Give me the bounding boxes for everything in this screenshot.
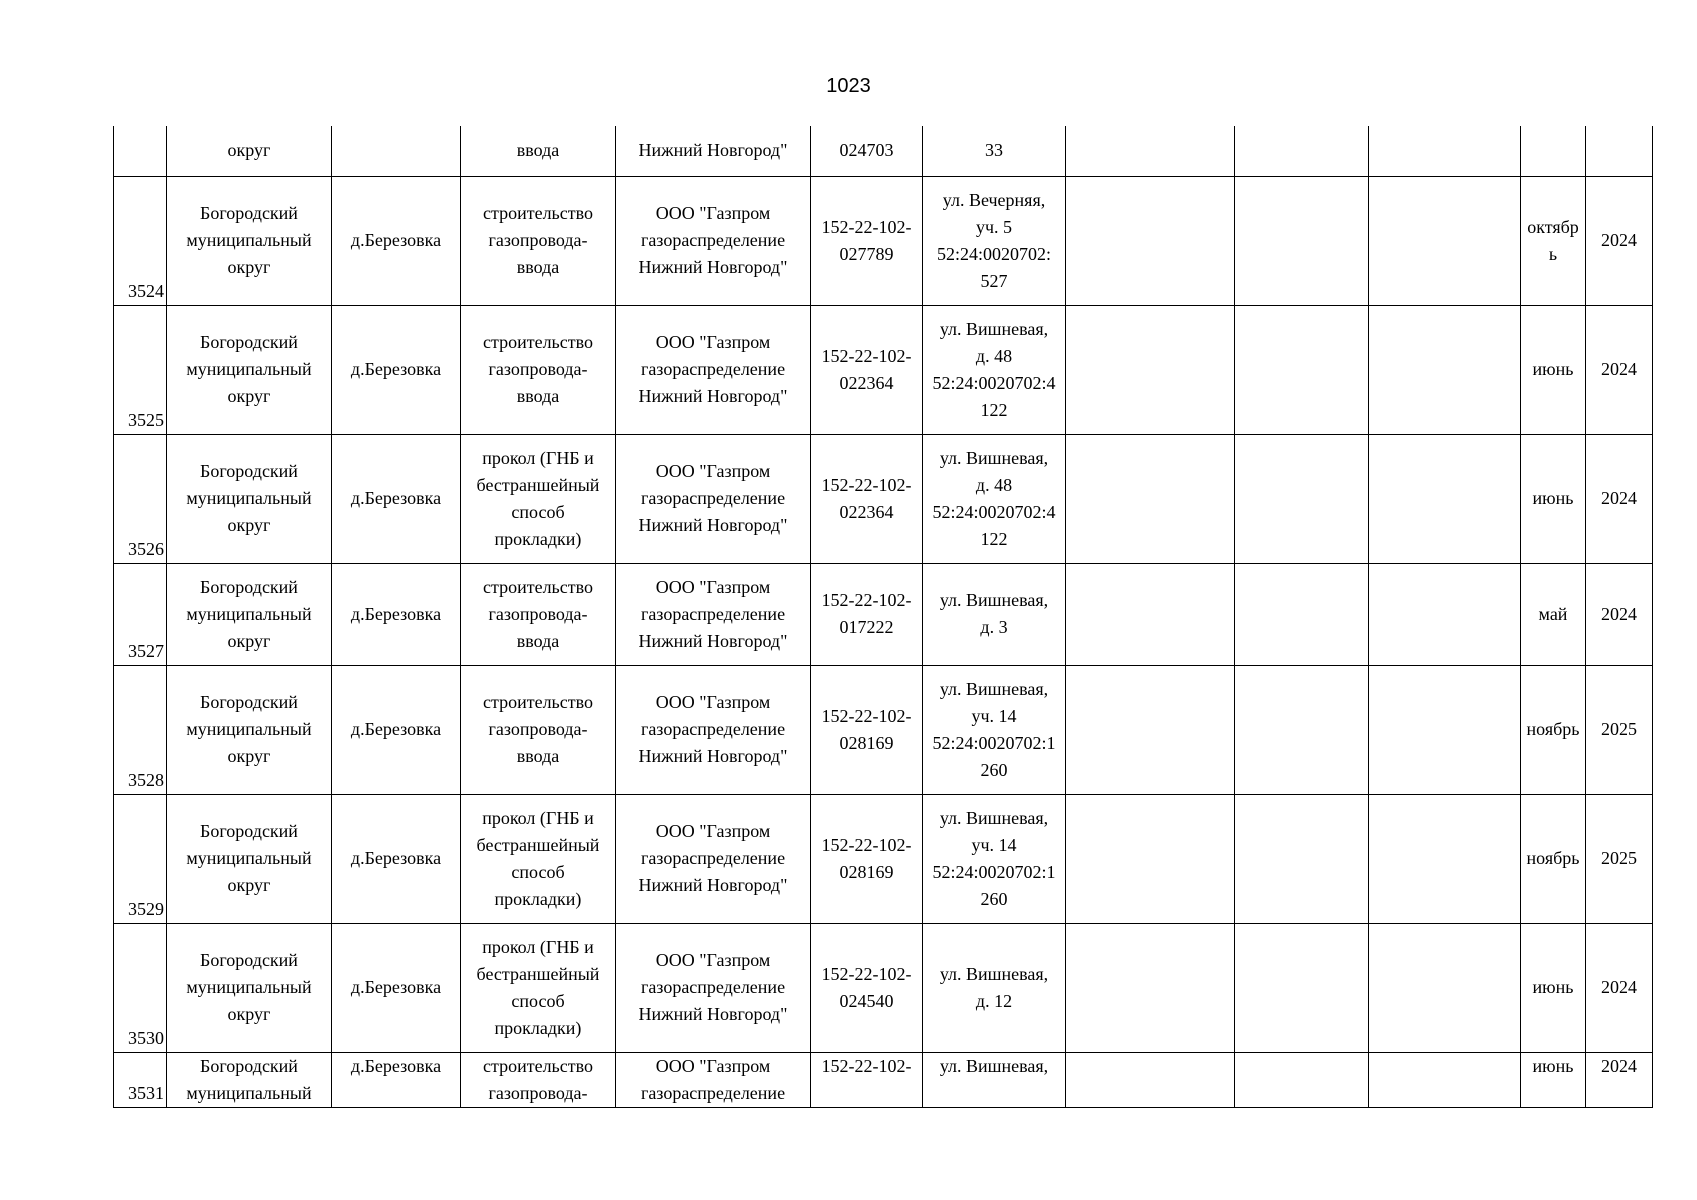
cell-address-line: 527 xyxy=(980,270,1008,291)
cell-empty-1 xyxy=(1066,176,1235,305)
cell-district-line: округ xyxy=(227,257,271,277)
cell-month xyxy=(1521,1052,1586,1107)
cell-month xyxy=(1521,794,1586,923)
cell-address-line: ул. Вишневая, xyxy=(939,318,1049,339)
cell-work-type-line: прокладки) xyxy=(494,888,582,909)
cell-year: 2024 xyxy=(1586,305,1653,434)
cell-address-line: 122 xyxy=(980,399,1008,420)
cell-address-line: ул. Вишневая, xyxy=(939,678,1049,699)
cell-work-type-line: строительство xyxy=(483,692,593,712)
cell-empty-3 xyxy=(1369,923,1521,1052)
cell-work-type-line: газопровода- xyxy=(488,230,588,250)
cell-district-line: муниципальный xyxy=(186,230,312,250)
cell-work-type xyxy=(461,665,616,794)
cell-work-type-line: газопровода- xyxy=(488,1082,588,1103)
cell-organization: Нижний Новгород" xyxy=(616,126,811,176)
cell-address-line: ул. Вечерняя, xyxy=(942,189,1046,210)
page-number: 1023 xyxy=(826,75,871,97)
cell-num: 3529 xyxy=(114,794,167,923)
cell-organization-line: ООО "Газпром xyxy=(655,461,771,481)
cell-work-type-line: строительство xyxy=(483,576,593,597)
cell-address-line: ул. Вишневая, xyxy=(939,963,1049,984)
cell-month xyxy=(1521,923,1586,1052)
cell-empty-2 xyxy=(1235,923,1369,1052)
cell-work-type-line: строительство xyxy=(483,203,593,223)
cell-district-line: Богородский xyxy=(200,950,298,970)
cell-work-type-line: ввода xyxy=(516,257,560,277)
cell-district-line: округ xyxy=(227,875,271,895)
cell-num: 3526 xyxy=(114,434,167,563)
cell-organization-line: ООО "Газпром xyxy=(655,950,771,970)
cell-year: 2024 xyxy=(1586,923,1653,1052)
cell-district xyxy=(167,434,332,563)
cell-address-line: 52:24:0020702:4 xyxy=(932,372,1056,393)
cell-district-line: муниципальный xyxy=(186,488,312,508)
cell-year: 2025 xyxy=(1586,794,1653,923)
cell-work-type-line: прокол (ГНБ и xyxy=(482,447,594,468)
cell-empty-1 xyxy=(1066,305,1235,434)
table-row xyxy=(114,176,1653,305)
cell-month-line: октябр xyxy=(1527,216,1579,237)
table-row xyxy=(114,665,1653,794)
cell-code-line: 028169 xyxy=(839,732,894,753)
cell-organization xyxy=(616,665,811,794)
cell-work-type-line: газопровода- xyxy=(488,359,588,379)
cell-work-type xyxy=(461,176,616,305)
cell-organization xyxy=(616,176,811,305)
cell-work-type xyxy=(461,923,616,1052)
cell-month xyxy=(1521,563,1586,665)
cell-month-line: ь xyxy=(1548,243,1558,264)
cell-district-line: муниципальный xyxy=(186,603,312,624)
cell-settlement: д.Березовка xyxy=(332,563,461,665)
cell-address xyxy=(923,305,1066,434)
cell-address-line: ул. Вишневая, xyxy=(939,447,1049,468)
cell-empty-2 xyxy=(1235,563,1369,665)
cell-month xyxy=(1521,176,1586,305)
cell-address-line: ул. Вишневая, xyxy=(939,807,1049,828)
cell-work-type-line: способ xyxy=(511,990,565,1011)
cell-address-line: 52:24:0020702: xyxy=(936,243,1051,264)
cell-month xyxy=(1521,305,1586,434)
cell-num xyxy=(114,126,167,176)
cell-address-line: д. 48 xyxy=(975,474,1013,495)
cell-work-type-line: ввода xyxy=(516,746,560,766)
cell-month-line: июнь xyxy=(1532,1055,1574,1076)
cell-year: 2024 xyxy=(1586,434,1653,563)
cell-num: 3531 xyxy=(114,1052,167,1107)
cell-empty-3 xyxy=(1369,1052,1521,1107)
cell-district-line: Богородский xyxy=(200,203,298,223)
cell-organization xyxy=(616,1052,811,1107)
cell-organization xyxy=(616,923,811,1052)
cell-district-line: округ xyxy=(227,1004,271,1024)
table-row xyxy=(114,923,1653,1052)
cell-work-type-line: строительство xyxy=(483,332,593,352)
cell-empty-1 xyxy=(1066,665,1235,794)
cell-empty-2 xyxy=(1235,665,1369,794)
cell-organization-line: ООО "Газпром xyxy=(655,332,771,352)
cell-work-type-line: строительство xyxy=(483,1055,593,1076)
cell-organization-line: Нижний Новгород" xyxy=(638,1004,788,1024)
cell-code-line: 028169 xyxy=(839,861,894,882)
cell-district-line: муниципальный xyxy=(186,719,312,739)
cell-empty-3 xyxy=(1369,126,1521,176)
cell-empty-1 xyxy=(1066,1052,1235,1107)
cell-work-type-line: способ xyxy=(511,501,565,522)
cell-code-line: 024540 xyxy=(839,990,894,1011)
cell-code xyxy=(811,176,923,305)
cell-district xyxy=(167,1052,332,1107)
cell-code xyxy=(811,665,923,794)
cell-num: 3527 xyxy=(114,563,167,665)
cell-district-line: Богородский xyxy=(200,1055,298,1076)
cell-organization-line: Нижний Новгород" xyxy=(638,515,788,535)
cell-organization-line: газораспределение xyxy=(640,230,786,250)
cell-work-type-line: прокол (ГНБ и xyxy=(482,936,594,957)
table-row xyxy=(114,563,1653,665)
cell-code-line: 152-22-102- xyxy=(821,345,912,366)
cell-month-line: июнь xyxy=(1532,359,1574,379)
cell-work-type: ввода xyxy=(461,126,616,176)
cell-settlement: д.Березовка xyxy=(332,665,461,794)
table-row xyxy=(114,1052,1653,1107)
table-row xyxy=(114,794,1653,923)
cell-work-type xyxy=(461,1052,616,1107)
cell-work-type-line: бестраншейный xyxy=(476,834,600,855)
cell-month xyxy=(1521,434,1586,563)
cell-empty-1 xyxy=(1066,126,1235,176)
cell-organization xyxy=(616,794,811,923)
cell-code: 024703 xyxy=(811,126,923,176)
table-row-partial-top xyxy=(114,126,1653,176)
cell-empty-3 xyxy=(1369,305,1521,434)
cell-address-line: д. 12 xyxy=(975,990,1013,1011)
cell-organization xyxy=(616,563,811,665)
cell-month xyxy=(1521,126,1586,176)
cell-settlement: д.Березовка xyxy=(332,1052,461,1107)
cell-month-line: май xyxy=(1538,603,1568,624)
cell-empty-3 xyxy=(1369,434,1521,563)
cell-code-line: 152-22-102- xyxy=(821,834,912,855)
cell-code-line: 022364 xyxy=(839,372,894,393)
cell-district: округ xyxy=(167,126,332,176)
cell-organization-line: ООО "Газпром xyxy=(655,576,771,597)
cell-num: 3524 xyxy=(114,176,167,305)
cell-address xyxy=(923,794,1066,923)
cell-organization-line: Нижний Новгород" xyxy=(638,875,788,895)
cell-code xyxy=(811,1052,923,1107)
cell-code xyxy=(811,305,923,434)
cell-code-line: 152-22-102- xyxy=(821,216,912,237)
cell-address xyxy=(923,1052,1066,1107)
cell-work-type-line: бестраншейный xyxy=(476,474,600,495)
cell-organization-line: газораспределение xyxy=(640,359,786,379)
cell-work-type-line: способ xyxy=(511,861,565,882)
cell-month-line: июнь xyxy=(1532,977,1574,997)
cell-organization xyxy=(616,305,811,434)
cell-district-line: округ xyxy=(227,630,271,651)
cell-empty-3 xyxy=(1369,176,1521,305)
cell-code-line: 152-22-102- xyxy=(821,963,912,984)
cell-organization-line: ООО "Газпром xyxy=(655,1055,771,1076)
cell-district xyxy=(167,923,332,1052)
cell-year: 2024 xyxy=(1586,176,1653,305)
cell-address xyxy=(923,434,1066,563)
cell-organization-line: газораспределение xyxy=(640,719,786,739)
cell-code-line: 152-22-102- xyxy=(821,705,912,726)
cell-organization-line: Нижний Новгород" xyxy=(638,746,788,766)
cell-code-line: 152-22-102- xyxy=(821,590,912,610)
cell-work-type-line: газопровода- xyxy=(488,719,588,739)
cell-address-line: 260 xyxy=(980,759,1008,780)
cell-empty-1 xyxy=(1066,794,1235,923)
cell-settlement: д.Березовка xyxy=(332,794,461,923)
cell-month xyxy=(1521,665,1586,794)
cell-address-line: уч. 14 xyxy=(971,834,1017,855)
cell-year xyxy=(1586,126,1653,176)
cell-empty-1 xyxy=(1066,563,1235,665)
table-row xyxy=(114,434,1653,563)
cell-work-type xyxy=(461,794,616,923)
cell-district xyxy=(167,665,332,794)
cell-district-line: Богородский xyxy=(200,332,298,352)
cell-address xyxy=(923,176,1066,305)
cell-organization-line: газораспределение xyxy=(640,977,786,997)
cell-work-type-line: бестраншейный xyxy=(476,963,600,984)
cell-district-line: Богородский xyxy=(200,821,298,841)
cell-empty-2 xyxy=(1235,794,1369,923)
cell-address xyxy=(923,665,1066,794)
cell-code-line: 017222 xyxy=(839,617,894,637)
cell-work-type xyxy=(461,434,616,563)
cell-district xyxy=(167,563,332,665)
cell-district-line: округ xyxy=(227,386,271,406)
cell-organization-line: ООО "Газпром xyxy=(655,821,771,841)
cell-organization-line: ООО "Газпром xyxy=(655,203,771,223)
cell-empty-2 xyxy=(1235,305,1369,434)
cell-district-line: Богородский xyxy=(200,461,298,481)
cell-district-line: округ xyxy=(227,515,271,535)
cell-work-type xyxy=(461,563,616,665)
cell-work-type-line: прокладки) xyxy=(494,528,582,549)
cell-organization-line: Нижний Новгород" xyxy=(638,257,788,277)
table-row xyxy=(114,305,1653,434)
cell-district-line: муниципальный xyxy=(186,848,312,868)
cell-code-line: 027789 xyxy=(839,243,894,264)
cell-district xyxy=(167,176,332,305)
cell-organization-line: газораспределение xyxy=(640,488,786,508)
cell-organization-line: газораспределение xyxy=(640,1082,786,1103)
cell-settlement: д.Березовка xyxy=(332,923,461,1052)
cell-work-type-line: прокол (ГНБ и xyxy=(482,807,594,828)
cell-num: 3525 xyxy=(114,305,167,434)
cell-district-line: Богородский xyxy=(200,692,298,712)
cell-work-type xyxy=(461,305,616,434)
cell-month-line: июнь xyxy=(1532,488,1574,508)
cell-organization-line: газораспределение xyxy=(640,603,786,624)
cell-code-line: 152-22-102- xyxy=(821,474,912,495)
cell-empty-2 xyxy=(1235,1052,1369,1107)
cell-address-line: ул. Вишневая, xyxy=(939,590,1049,610)
cell-address-line: ул. Вишневая, xyxy=(939,1055,1049,1076)
cell-address xyxy=(923,923,1066,1052)
cell-district-line: округ xyxy=(227,746,271,766)
cell-empty-1 xyxy=(1066,434,1235,563)
cell-address xyxy=(923,563,1066,665)
cell-address-line: 52:24:0020702:4 xyxy=(932,501,1056,522)
cell-address-line: 52:24:0020702:1 xyxy=(932,861,1056,882)
cell-address: 33 xyxy=(923,126,1066,176)
cell-work-type-line: ввода xyxy=(516,386,560,406)
cell-district-line: муниципальный xyxy=(186,977,312,997)
cell-address-line: уч. 14 xyxy=(971,705,1017,726)
cell-year: 2025 xyxy=(1586,665,1653,794)
cell-year: 2024 xyxy=(1586,563,1653,665)
cell-address-line: 52:24:0020702:1 xyxy=(932,732,1056,753)
cell-organization-line: ООО "Газпром xyxy=(655,692,771,712)
cell-work-type-line: прокладки) xyxy=(494,1017,582,1038)
cell-address-line: уч. 5 xyxy=(975,216,1013,237)
cell-settlement xyxy=(332,126,461,176)
cell-organization-line: Нижний Новгород" xyxy=(638,630,788,651)
cell-address-line: 122 xyxy=(980,528,1008,549)
cell-work-type-line: газопровода- xyxy=(488,603,588,624)
cell-year: 2024 xyxy=(1586,1052,1653,1107)
cell-code xyxy=(811,794,923,923)
cell-settlement: д.Березовка xyxy=(332,176,461,305)
cell-code xyxy=(811,434,923,563)
cell-district-line: муниципальный xyxy=(186,1082,312,1103)
cell-district-line: Богородский xyxy=(200,576,298,597)
cell-work-type-line: ввода xyxy=(516,630,560,651)
table-body xyxy=(114,126,1653,1107)
cell-address-line: 260 xyxy=(980,888,1008,909)
cell-month-line: ноябрь xyxy=(1526,719,1580,739)
cell-empty-2 xyxy=(1235,176,1369,305)
cell-num: 3530 xyxy=(114,923,167,1052)
registry-table xyxy=(113,126,1653,1108)
cell-empty-2 xyxy=(1235,434,1369,563)
cell-address-line: д. 3 xyxy=(980,617,1008,637)
cell-district-line: муниципальный xyxy=(186,359,312,379)
cell-organization-line: Нижний Новгород" xyxy=(638,386,788,406)
cell-month-line: ноябрь xyxy=(1526,848,1580,868)
cell-empty-3 xyxy=(1369,563,1521,665)
cell-empty-1 xyxy=(1066,923,1235,1052)
cell-empty-2 xyxy=(1235,126,1369,176)
cell-settlement: д.Березовка xyxy=(332,305,461,434)
cell-district xyxy=(167,305,332,434)
cell-organization-line: газораспределение xyxy=(640,848,786,868)
cell-code xyxy=(811,563,923,665)
cell-code xyxy=(811,923,923,1052)
cell-empty-3 xyxy=(1369,794,1521,923)
cell-organization xyxy=(616,434,811,563)
cell-empty-3 xyxy=(1369,665,1521,794)
cell-code-line: 022364 xyxy=(839,501,894,522)
cell-district xyxy=(167,794,332,923)
cell-code-line: 152-22-102- xyxy=(821,1055,912,1076)
cell-num: 3528 xyxy=(114,665,167,794)
cell-settlement: д.Березовка xyxy=(332,434,461,563)
cell-address-line: д. 48 xyxy=(975,345,1013,366)
